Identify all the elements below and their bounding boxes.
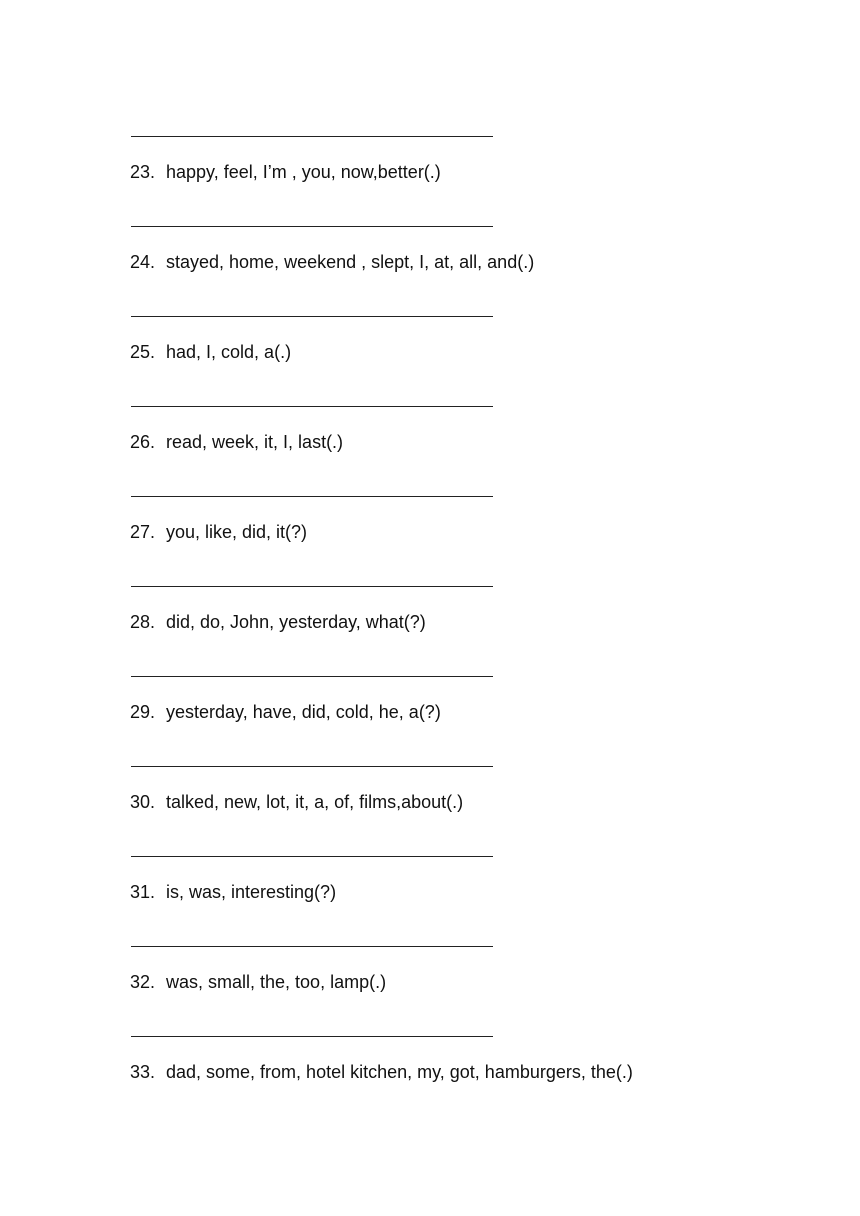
- question-item: [130, 250, 534, 274]
- answer-line: [131, 946, 493, 947]
- question-item: [130, 970, 386, 994]
- answer-line: [131, 136, 493, 137]
- question-number: 28.: [130, 612, 156, 632]
- question-words: did, do, John, yesterday, what(?): [166, 612, 426, 632]
- question-item: [130, 610, 426, 634]
- question-words: you, like, did, it(?): [166, 522, 308, 542]
- question-number: 27.: [130, 522, 156, 542]
- question-number: 24.: [130, 252, 156, 272]
- question-item: [130, 1060, 633, 1084]
- question-words: dad, some, from, hotel kitchen, my, got, hamburgers, the(.): [166, 1062, 633, 1082]
- answer-line: [131, 1036, 493, 1037]
- question-number: 30.: [130, 792, 156, 812]
- answer-line: [131, 676, 493, 677]
- question-words: yesterday, have, did, cold, he, a(?): [166, 702, 441, 722]
- answer-line: [131, 766, 493, 767]
- question-number: 31.: [130, 882, 156, 902]
- answer-line: [131, 406, 493, 407]
- question-number: 26.: [130, 432, 156, 452]
- question-words: is, was, interesting(?): [166, 882, 337, 902]
- question-item: [130, 340, 291, 364]
- question-item: [130, 790, 463, 814]
- question-words: talked, new, lot, it, a, of, films,about(.): [166, 792, 464, 812]
- question-number: 32.: [130, 972, 156, 992]
- question-words: had, I, cold, a(.): [166, 342, 292, 362]
- question-item: [130, 700, 441, 724]
- question-item: [130, 880, 336, 904]
- question-item: [130, 160, 441, 184]
- answer-line: [131, 856, 493, 857]
- question-words: stayed, home, weekend , slept, I, at, all, and(.): [166, 252, 535, 272]
- answer-line: [131, 316, 493, 317]
- question-words: read, week, it, I, last(.): [166, 432, 344, 452]
- answer-line: [131, 586, 493, 587]
- question-number: 25.: [130, 342, 156, 362]
- question-item: [130, 430, 343, 454]
- answer-line: [131, 226, 493, 227]
- question-words: happy, feel, I’m , you, now,better(.): [166, 162, 441, 182]
- question-words: was, small, the, too, lamp(.): [166, 972, 387, 992]
- question-number: 29.: [130, 702, 156, 722]
- question-item: [130, 520, 307, 544]
- question-number: 23.: [130, 162, 156, 182]
- answer-line: [131, 496, 493, 497]
- question-number: 33.: [130, 1062, 156, 1082]
